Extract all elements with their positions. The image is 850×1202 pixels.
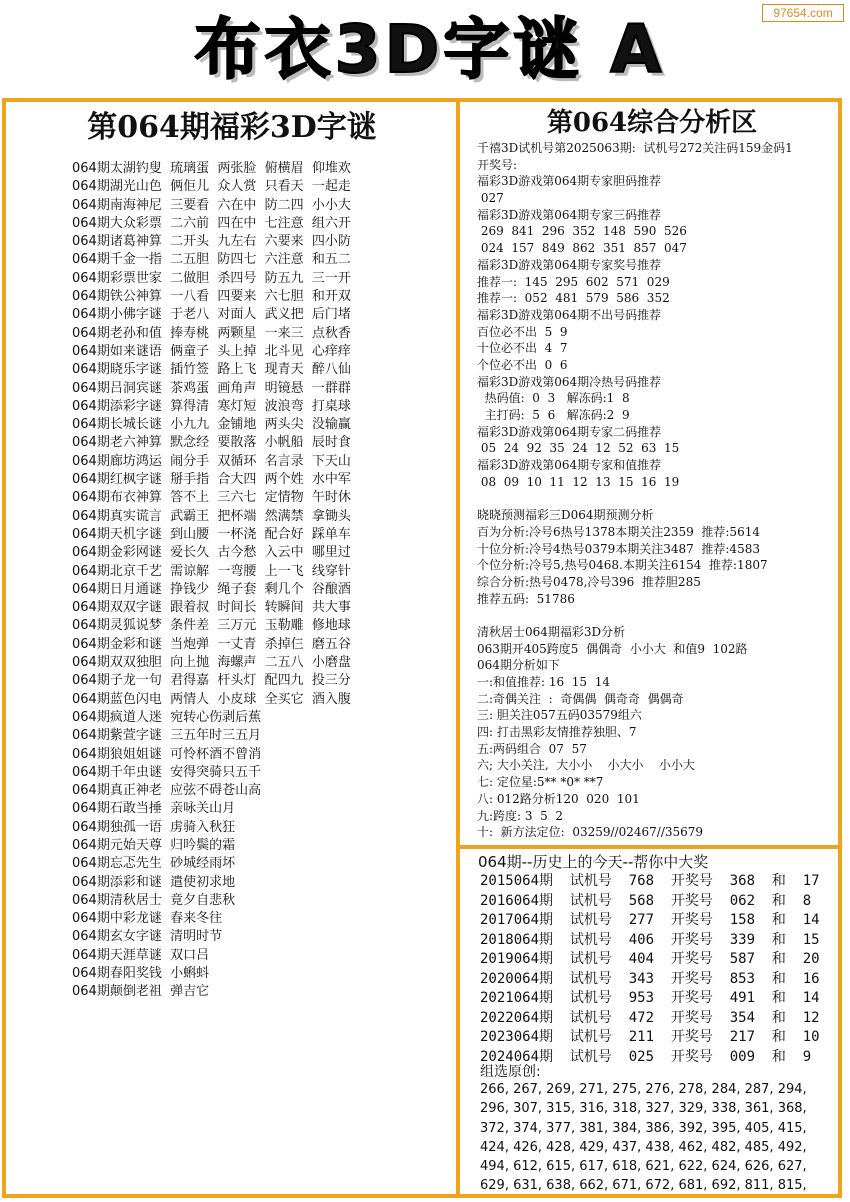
analysis-line: 三: 胆关注057五码03579组六 — [477, 708, 642, 723]
analysis-line: 九:跨度: 3 5 2 — [477, 808, 564, 823]
riddle-row: 064期石敢当捶 亲咏关山月 — [72, 801, 236, 817]
riddle-row: 064期春阳奖钱 小蝌蚪 — [72, 966, 210, 982]
history-row: 2018064期 试机号 406 开奖号 339 和 15 — [480, 931, 820, 948]
analysis-line: 十: 新方法定位: 03259//02467//35679 — [477, 825, 704, 840]
analysis-line: 个位分析:冷号5,热号0468.本期关注6154 推荐:1807 — [477, 558, 768, 573]
riddle-row: 064期添彩字谜 算得清 寒灯短 波浪弯 打桌球 — [72, 398, 351, 414]
analysis-line: 个位必不出 0 6 — [477, 357, 568, 372]
analysis-line: 百为分析:冷号6热号1378本期关注2359 推荐:5614 — [477, 524, 760, 539]
riddle-row: 064期彩票世家 二做胆 杀四号 防五九 三一开 — [72, 270, 351, 286]
history-row: 2020064期 试机号 343 开奖号 853 和 16 — [480, 970, 820, 987]
analysis-line: 一:和值推荐: 16 15 14 — [477, 675, 610, 689]
analysis-section-title: 第064综合分析区 — [546, 108, 758, 138]
riddle-row: 064期老六神算 默念经 要散落 小帆船 辰时食 — [72, 435, 351, 451]
analysis-line: 晓晓预测福彩三D064期预测分析 — [477, 508, 654, 523]
analysis-line: 清秋居士064期福彩3D分析 — [477, 624, 626, 639]
riddle-row: 064期元始天尊 归吟鬓的霜 — [72, 837, 236, 853]
riddle-row: 064期晓乐字谜 插竹签 路上飞 现青天 醉八仙 — [72, 362, 351, 378]
history-row: 2022064期 试机号 472 开奖号 354 和 12 — [480, 1009, 820, 1026]
riddle-row: 064期千年虫谜 安得突骑只五千 — [72, 764, 262, 780]
riddle-row: 064期北京千艺 需谅解 一弯腰 上一飞 线穿针 — [72, 563, 351, 579]
banner-title: 布衣3D字谜 A — [194, 11, 666, 88]
history-row: 2024064期 试机号 025 开奖号 009 和 9 — [480, 1048, 812, 1065]
analysis-line: 027 — [477, 191, 504, 206]
riddle-row: 064期长城长谜 小九九 金铺地 两头尖 没输赢 — [72, 417, 351, 433]
analysis-line: 064期分析如下 — [477, 658, 560, 673]
analysis-line: 十位必不出 4 7 — [477, 341, 568, 356]
riddle-row: 064期如来谜语 俩童子 头上掉 北斗见 心痒痒 — [72, 343, 351, 359]
riddle-row: 064期狼姐姐谜 可怜杯酒不曾消 — [72, 746, 262, 762]
riddle-row: 064期大众彩票 二六前 四在中 七注意 组六开 — [72, 215, 351, 231]
riddle-row: 064期忘忑先生 砂城经雨坏 — [72, 856, 236, 872]
riddle-row: 064期布衣神算 答不上 三六七 定情物 午时休 — [72, 490, 351, 506]
analysis-line — [477, 490, 837, 507]
history-row: 2019064期 试机号 404 开奖号 587 和 20 — [480, 951, 820, 967]
riddle-row: 064期中彩龙谜 春来冬往 — [72, 911, 223, 927]
riddle-row: 064期独孤一语 虏骑入秋狂 — [72, 819, 236, 835]
riddle-row: 064期真正神老 应弦不碍苍山高 — [72, 783, 262, 799]
riddle-list — [72, 160, 452, 1002]
pool-label: 组选原创: — [480, 1064, 541, 1080]
riddle-row: 064期诸葛神算 二开头 九左右 六要来 四小防 — [72, 234, 351, 250]
riddle-row: 064期蓝色闪电 两情人 小皮球 全买它 酒入腹 — [72, 691, 351, 707]
pool-row: 629, 631, 638, 662, 671, 672, 681, 692, 811, 815, — [480, 1178, 807, 1194]
section-divider — [458, 845, 842, 849]
analysis-line: 主打码: 5 6 解冻码:2 9 — [477, 408, 630, 422]
analysis-line: 福彩3D游戏第064期不出号码推荐 — [477, 307, 662, 322]
riddle-row: 064期疯道人迷 宛转心伤剥后蕉 — [72, 709, 262, 725]
riddle-row: 064期子龙一句 君得嘉 杆头灯 配四九 投三分 — [72, 673, 351, 689]
riddle-row: 064期红枫字谜 掰手指 合大四 两个姓 水中军 — [72, 472, 351, 488]
analysis-line: 二:奇偶关注 : 奇偶偶 偶奇奇 偶偶奇 — [477, 691, 684, 706]
history-row: 2021064期 试机号 953 开奖号 491 和 14 — [480, 990, 820, 1006]
analysis-line: 千禧3D试机号第2025063期: 试机号272关注码159金码1 — [477, 141, 793, 155]
history-row: 2023064期 试机号 211 开奖号 217 和 10 — [480, 1029, 820, 1045]
riddle-row: 064期玄女字谜 清明时节 — [72, 929, 223, 945]
analysis-line: 推荐一: 052 481 579 586 352 — [477, 291, 670, 306]
riddle-row: 064期千金一指 二五胆 防四七 六注意 和五二 — [72, 252, 351, 268]
analysis-line: 四: 打击黑彩友情推荐独胆、7 — [477, 725, 637, 740]
analysis-line: 七: 定位星:5** *0* **7 — [477, 775, 604, 790]
pool-row: 372, 374, 377, 381, 384, 386, 392, 395, 405, 415, — [480, 1120, 807, 1136]
analysis-line: 百位必不出 5 9 — [477, 324, 568, 339]
riddle-row: 064期廊坊鸿运 闹分手 双循环 名言录 下天山 — [72, 453, 351, 469]
riddle-row: 064期紫萱字谜 三五年时三五月 — [72, 728, 262, 744]
riddle-row: 064期太湖钓叟 琉璃蛋 两张脸 俯横眉 仰堆欢 — [72, 161, 351, 176]
riddle-row: 064期金彩和谜 当炮弹 一丈青 杀掉仨 磨五谷 — [72, 636, 351, 652]
riddle-row: 064期吕洞宾谜 茶鸡蛋 画角声 明镜悬 一群群 — [72, 380, 351, 396]
column-divider — [456, 98, 460, 1198]
analysis-line: 024 157 849 862 351 857 047 — [477, 241, 687, 256]
riddle-row: 064期湖光山色 俩佢儿 众人赏 只看天 一起走 — [72, 179, 351, 195]
riddle-row: 064期真实谎言 武霸王 把杯端 然满禁 拿锄头 — [72, 508, 351, 524]
analysis-line: 八: 012路分析120 020 101 — [477, 791, 640, 806]
analysis-line: 十位分析:冷号4热号0379本期关注3487 推荐:4583 — [477, 541, 760, 556]
analysis-line: 六; 大小关注, 大小小 小大小 小小大 — [477, 758, 695, 773]
site-watermark: 97654.com — [762, 4, 844, 22]
riddle-row: 064期南海神尼 三要看 六在中 防二四 小小大 — [72, 197, 351, 213]
pool-list — [480, 1080, 830, 1196]
riddle-row: 064期双双字谜 跟着叔 时间长 转瞬间 共大事 — [72, 600, 351, 616]
analysis-line: 开奖号: — [477, 157, 518, 172]
riddle-row: 064期双双独胆 向上抛 海螺声 二五八 小磨盘 — [72, 655, 351, 671]
analysis-line: 综合分析:热号0478,冷号396 推荐胆285 — [477, 574, 701, 589]
riddle-row: 064期灵狐说梦 条件差 三万元 玉勒雕 修地球 — [72, 618, 351, 634]
history-table — [480, 872, 830, 1067]
pool-row: 424, 426, 428, 429, 437, 438, 462, 482, 485, 492, — [480, 1139, 807, 1155]
analysis-list — [477, 140, 837, 841]
riddle-row: 064期日月通谜 挣钱少 绳子套 剩几个 谷酿酒 — [72, 581, 351, 597]
riddle-row: 064期金彩网谜 爱长久 古今愁 入云中 哪里过 — [72, 545, 351, 561]
analysis-line: 福彩3D游戏第064期冷热号码推荐 — [477, 374, 662, 389]
analysis-line: 269 841 296 352 148 590 526 — [477, 224, 687, 239]
history-row: 2015064期 试机号 768 开奖号 368 和 17 — [480, 873, 820, 889]
analysis-line: 福彩3D游戏第064期专家二码推荐 — [477, 424, 662, 439]
analysis-line: 福彩3D游戏第064期专家胆码推荐 — [477, 174, 662, 189]
riddle-row: 064期清秋居士 竟夕自悲秋 — [72, 892, 236, 908]
analysis-line: 05 24 92 35 24 12 52 63 15 — [477, 441, 680, 456]
analysis-line: 08 09 10 11 12 13 15 16 19 — [477, 474, 680, 489]
analysis-line: 热码值: 0 3 解冻码:1 8 — [477, 391, 630, 406]
history-row: 2017064期 试机号 277 开奖号 158 和 14 — [480, 912, 820, 928]
analysis-line: 福彩3D游戏第064期专家和值推荐 — [477, 458, 662, 473]
pool-row: 296, 307, 315, 316, 318, 327, 329, 338, 361, 368, — [480, 1101, 807, 1117]
riddle-row: 064期添彩和谜 遣使初求地 — [72, 874, 236, 890]
analysis-line: 推荐五码: 51786 — [477, 591, 575, 606]
analysis-line: 福彩3D游戏第064期专家奖号推荐 — [477, 257, 662, 272]
analysis-line: 五:两码组合 07 57 — [477, 741, 587, 756]
pool-row: 266, 267, 269, 271, 275, 276, 278, 284, 287, 294, — [480, 1082, 807, 1097]
analysis-line: 063期开405跨度5 偶偶奇 小小大 和值9 102路 — [477, 641, 748, 656]
riddle-row: 064期颠倒老祖 弹吉它 — [72, 984, 210, 1000]
riddle-row: 064期铁公神算 一八看 四要来 六七胆 和开双 — [72, 289, 351, 305]
riddle-row: 064期小佛字谜 于老八 对面人 武义把 后门堵 — [72, 307, 351, 323]
riddle-section-title: 第064期福彩3D字谜 — [87, 110, 377, 145]
analysis-line — [477, 607, 837, 624]
history-row: 2016064期 试机号 568 开奖号 062 和 8 — [480, 892, 812, 909]
riddle-row: 064期天涯草谜 双口吕 — [72, 947, 210, 963]
riddle-row: 064期老孙和值 捧寿桃 两颗星 一来三 点秋香 — [72, 325, 351, 341]
history-title: 064期--历史上的今天--帮你中大奖 — [478, 853, 709, 871]
pool-row: 494, 612, 615, 617, 618, 621, 622, 624, 626, 627, — [480, 1159, 807, 1175]
riddle-row: 064期天机字谜 到山腰 一杯浇 配合好 踩单车 — [72, 526, 351, 542]
analysis-line: 福彩3D游戏第064期专家三码推荐 — [477, 207, 662, 222]
analysis-line: 推荐一: 145 295 602 571 029 — [477, 274, 670, 289]
